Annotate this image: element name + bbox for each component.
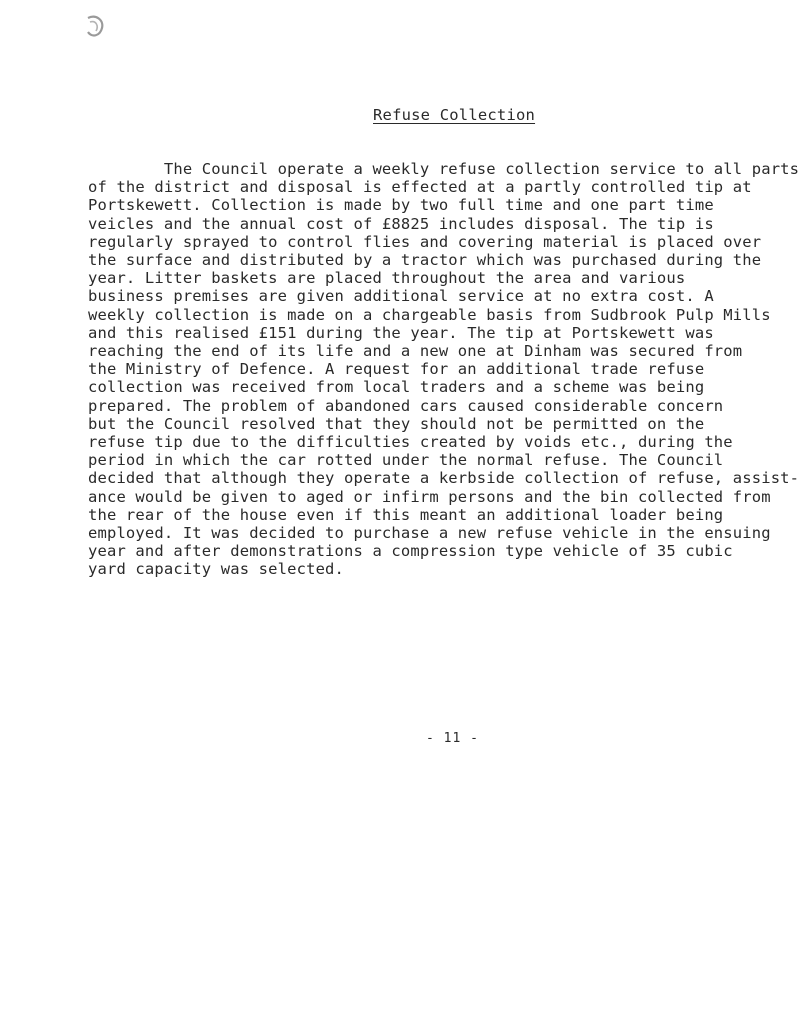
text-line: collection was received from local traders and a scheme was being	[88, 378, 705, 397]
text-line: veicles and the annual cost of £8825 includes disposal. The tip is	[88, 214, 714, 233]
text-line: the surface and distributed by a tractor which was purchased during the	[88, 251, 762, 270]
text-line: but the Council resolved that they should not be permitted on the	[88, 414, 705, 433]
text-line: the Ministry of Defence. A request for an additional trade refuse	[88, 360, 705, 379]
page-title: Refuse Collection	[373, 106, 536, 124]
text-line: employed. It was decided to purchase a new refuse vehicle in the ensuing	[88, 524, 771, 543]
text-line: regularly sprayed to control flies and covering material is placed over	[88, 232, 762, 251]
text-line: and this realised £151 during the year. The tip at Portskewett was	[88, 323, 714, 342]
text-line: period in which the car rotted under the normal refuse. The Council	[88, 451, 724, 470]
text-line: year. Litter baskets are placed throughout the area and various	[88, 269, 686, 288]
text-line: ance would be given to aged or infirm persons and the bin collected from	[88, 487, 771, 506]
binder-hole-mark-icon	[84, 14, 106, 40]
text-line: reaching the end of its life and a new one at Dinham was secured from	[88, 342, 743, 361]
text-line: year and after demonstrations a compression type vehicle of 35 cubic	[88, 542, 733, 561]
text-line: Portskewett. Collection is made by two full time and one part time	[88, 196, 714, 215]
body-paragraph	[88, 160, 800, 579]
text-line: business premises are given additional service at no extra cost. A	[88, 287, 714, 306]
text-line: prepared. The problem of abandoned cars caused considerable concern	[88, 396, 724, 415]
text-line: of the district and disposal is effected at a partly controlled tip at	[88, 178, 752, 197]
text-line: the rear of the house even if this meant an additional loader being	[88, 505, 724, 524]
text-line: refuse tip due to the difficulties created by voids etc., during the	[88, 433, 733, 452]
text-line: weekly collection is made on a chargeable basis from Sudbrook Pulp Mills	[88, 305, 771, 324]
text-line: decided that although they operate a kerbside collection of refuse, assist-	[88, 469, 800, 488]
page-number: - 11 -	[426, 731, 479, 746]
text-line: The Council operate a weekly refuse collection service to all parts	[88, 160, 800, 178]
text-line: yard capacity was selected.	[88, 560, 345, 579]
